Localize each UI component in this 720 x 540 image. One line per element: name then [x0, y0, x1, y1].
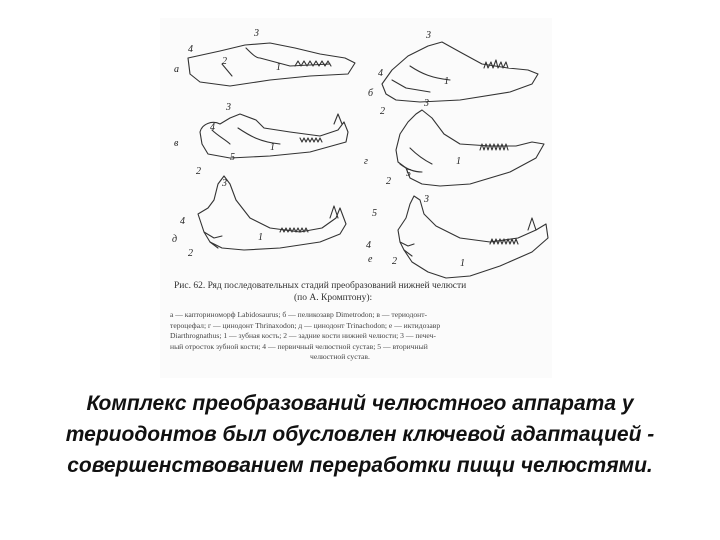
slide-text-line: совершенствованием переработки пищи челюстями.	[67, 454, 653, 477]
part-number-3: 3	[226, 102, 231, 113]
part-number-5: 5	[406, 168, 411, 179]
slide-body-text	[8, 388, 712, 481]
part-number-4: 4	[210, 122, 215, 133]
part-number-5: 5	[230, 152, 235, 163]
part-number-2: 2	[188, 248, 193, 259]
part-number-4: 4	[378, 68, 383, 79]
caption-author: (по А. Кромптону):	[294, 293, 373, 303]
part-number-1: 1	[276, 62, 281, 73]
part-number-2: 2	[222, 56, 227, 67]
part-number-1: 1	[258, 232, 263, 243]
part-number-2: 2	[392, 256, 397, 267]
part-number-1: 1	[460, 258, 465, 269]
part-number-1: 1	[444, 76, 449, 87]
part-number-2: 2	[196, 166, 201, 177]
jaw-evolution-figure	[160, 18, 552, 378]
panel-letter-e: д	[172, 234, 178, 245]
jaw-drawing-e	[198, 176, 346, 250]
part-number-3: 3	[424, 98, 429, 109]
part-number-3: 3	[424, 194, 429, 205]
slide-text-line: Комплекс преобразований челюстного аппарата у	[86, 392, 634, 415]
caption-line: Diarthrognathus; 1 — зубная кость; 2 — задние кости нижней челюсти; 3 — печеч-	[170, 331, 436, 341]
part-number-4: 4	[180, 216, 185, 227]
caption-line: а — капториноморф Labidosaurus; б — пеликозавр Dimetrodon; в — териодонт-	[170, 310, 428, 319]
part-number-2: 2	[386, 176, 391, 187]
panel-letter-d: г	[364, 156, 368, 167]
jaw-drawing-a	[188, 43, 355, 86]
panel-letter-f: е	[368, 254, 373, 265]
caption-line: ный отросток зубной кости; 4 — первичный челюстной сустав; 5 — вторичный	[170, 341, 428, 351]
part-number-1: 1	[270, 142, 275, 153]
part-number-5: 5	[372, 208, 377, 219]
part-number-4: 4	[188, 44, 193, 55]
figure-caption-body	[170, 310, 546, 363]
part-number-3: 3	[254, 28, 259, 39]
jaw-drawing-f	[398, 196, 548, 278]
caption-line: тероцефал; г — цинодонт Thrinaxodon; д — цинодонт Trinachodon; е — иктидозавр	[170, 320, 441, 330]
panel-letter-b: б	[368, 88, 374, 99]
jaw-drawing-b	[382, 42, 538, 102]
panel-letter-a: а	[174, 64, 179, 75]
slide-text-line: териодонтов был обусловлен ключевой адаптацией -	[65, 423, 655, 446]
caption-title-line: Рис. 62. Ряд последовательных стадий преобразований нижней челюсти	[174, 281, 467, 291]
caption-line: челюстной сустав.	[310, 352, 370, 362]
panel-letter-c: в	[174, 138, 179, 149]
part-number-1: 1	[456, 156, 461, 167]
figure-caption-title	[174, 280, 550, 304]
part-number-3: 3	[426, 30, 431, 41]
jaw-drawings	[160, 18, 552, 280]
jaw-drawing-d	[396, 110, 544, 186]
part-number-4: 4	[366, 240, 371, 251]
part-number-3: 3	[222, 178, 227, 189]
part-number-2: 2	[380, 106, 385, 117]
